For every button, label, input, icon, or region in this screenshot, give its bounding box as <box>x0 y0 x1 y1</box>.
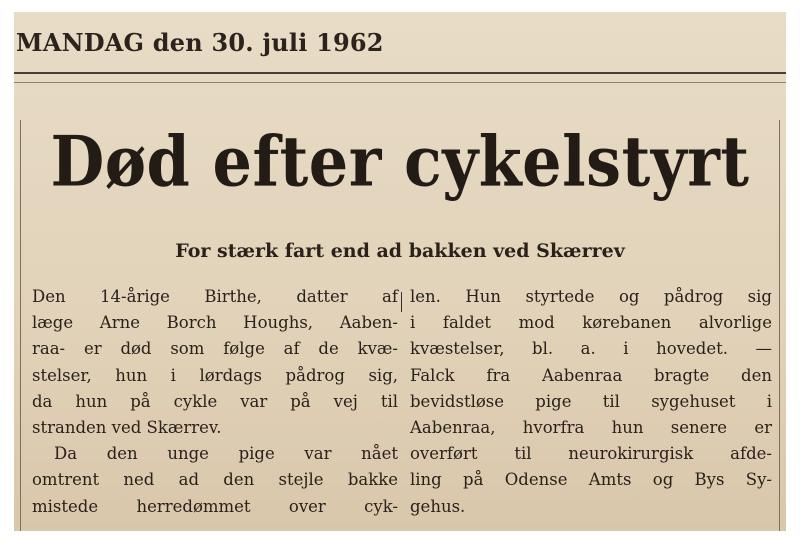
newspaper-clipping <box>14 12 786 531</box>
text-line: gehus. <box>410 496 466 516</box>
text-line: stelser, hun i lørdags pådrog sig, <box>32 365 398 385</box>
text-line: stranden ved Skærrev. <box>32 418 222 438</box>
text-line: len. Hun styrtede og pådrog sig <box>410 287 772 306</box>
text-line: raa- er død som følge af de kvæ- <box>32 339 398 359</box>
text-line: ling på Odense Amts og Bys Sy- <box>410 470 772 490</box>
article-column-right <box>410 284 772 520</box>
text-line: Aabenraa, hvorfra hun senere er <box>410 418 772 438</box>
text-line: da hun på cykle var på vej til <box>32 391 398 411</box>
subheadline: For stærk fart end ad bakken ved Skærrev <box>175 240 625 262</box>
text-line: læge Arne Borch Houghs, Aaben- <box>32 313 398 333</box>
text-line: bevidstløse pige til sygehuset i <box>410 391 772 411</box>
dateline: MANDAG den 30. juli 1962 <box>16 28 384 57</box>
header-rule <box>14 72 786 74</box>
text-line: Da den unge pige var nået <box>54 444 398 464</box>
text-line: mistede herredømmet over cyk- <box>32 496 398 516</box>
header-rule-thin <box>14 82 786 83</box>
text-line: Falck fra Aabenraa bragte den <box>410 365 772 385</box>
article-column-left <box>32 284 398 520</box>
headline: Død efter cykelstyrt <box>50 120 750 203</box>
text-line: i faldet mod kørebanen alvorlige <box>410 313 772 333</box>
text-line: omtrent ned ad den stejle bakke <box>32 470 398 490</box>
column-divider <box>401 292 402 312</box>
text-line: overført til neurokirurgisk afde- <box>410 444 772 464</box>
text-line: Den 14-årige Birthe, datter af <box>32 287 398 306</box>
text-line: kvæstelser, bl. a. i hovedet. — <box>410 339 772 359</box>
